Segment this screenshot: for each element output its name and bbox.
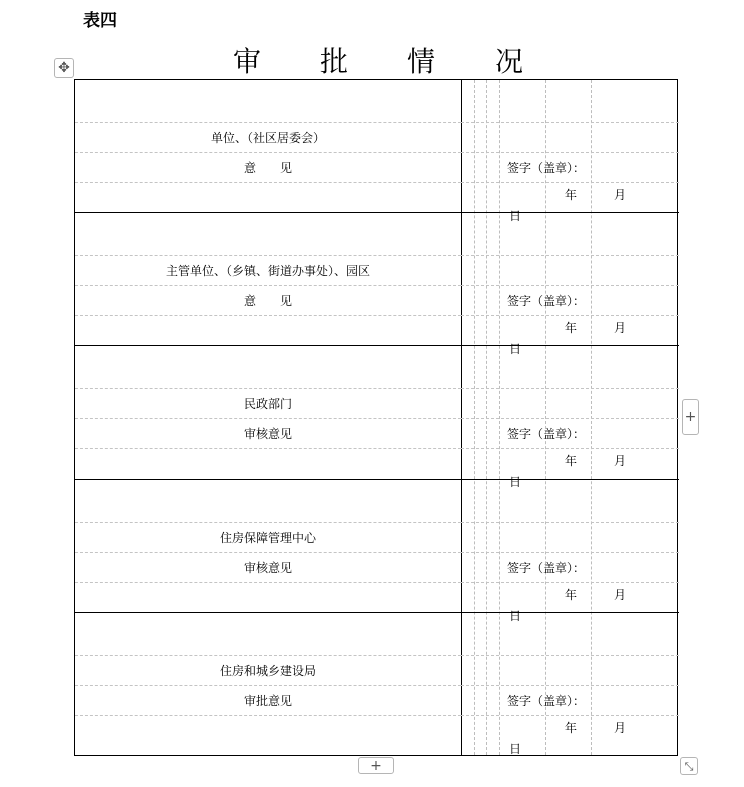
section-divider	[75, 479, 679, 480]
unit-name: 住房和城乡建设局	[219, 663, 316, 678]
row-line	[461, 448, 679, 449]
year-label: 年	[565, 188, 578, 202]
plus-icon: +	[684, 409, 697, 425]
row-line	[461, 715, 679, 716]
approval-table	[74, 79, 678, 756]
title-char: 审	[233, 45, 262, 78]
day-label: 日	[509, 342, 522, 357]
opinion-label: 审批意见	[243, 693, 292, 708]
title-char: 情	[407, 45, 436, 78]
opinion-label: 审核意见	[243, 560, 292, 575]
row-line	[75, 152, 461, 153]
row-line	[461, 418, 679, 419]
approval-section	[75, 346, 679, 490]
year-label: 年	[565, 321, 578, 336]
row-line	[75, 255, 461, 256]
unit-name: 主管单位、（乡镇、街道办事处）、园区	[165, 264, 370, 279]
move-table-icon[interactable]: ✥	[54, 58, 74, 78]
row-line	[75, 685, 461, 686]
row-line	[75, 522, 461, 523]
row-line	[75, 448, 461, 449]
resize-table-icon[interactable]: ⤡	[680, 757, 698, 775]
table-label: 表四	[83, 11, 117, 31]
row-line	[75, 315, 461, 316]
row-line	[461, 255, 679, 256]
page-title	[225, 40, 535, 76]
signature-label: 签字（盖章）：	[507, 427, 586, 442]
month-label: 月	[614, 188, 627, 202]
row-line	[461, 285, 679, 286]
row-line	[75, 715, 461, 716]
row-line	[461, 582, 679, 583]
year-label: 年	[565, 454, 578, 469]
month-label: 月	[614, 720, 627, 735]
row-line	[461, 152, 679, 153]
signature-label: 签字（盖章）：	[507, 294, 586, 309]
day-label: 日	[509, 475, 522, 490]
day-label: 日	[509, 608, 522, 623]
row-line	[461, 388, 679, 389]
plus-icon: +	[370, 758, 382, 774]
opinion-label: 意 见	[243, 161, 292, 175]
day-label: 日	[509, 741, 522, 756]
row-line	[75, 418, 461, 419]
row-line	[461, 522, 679, 523]
row-line	[75, 552, 461, 553]
signature-label: 签字（盖章）：	[507, 560, 586, 575]
signature-label: 签字（盖章）：	[507, 161, 586, 175]
month-label: 月	[614, 454, 627, 469]
unit-name: 住房保障管理中心	[219, 530, 316, 545]
approval-section	[75, 213, 679, 357]
row-line	[461, 655, 679, 656]
opinion-label: 审核意见	[243, 427, 292, 442]
row-line	[461, 685, 679, 686]
add-column-button[interactable]	[682, 399, 699, 435]
month-label: 月	[614, 321, 627, 336]
row-line	[461, 122, 679, 123]
unit-name: 民政部门	[243, 397, 292, 412]
row-line	[461, 315, 679, 316]
section-divider	[75, 345, 679, 346]
day-label: 日	[509, 209, 522, 223]
year-label: 年	[565, 720, 578, 735]
row-line	[75, 655, 461, 656]
section-divider	[75, 212, 679, 213]
row-line	[75, 285, 461, 286]
title-char: 批	[320, 45, 349, 78]
row-line	[461, 182, 679, 183]
approval-section	[75, 480, 679, 623]
approval-section	[75, 613, 679, 756]
row-line	[461, 552, 679, 553]
row-line	[75, 122, 461, 123]
title-char: 况	[495, 45, 524, 78]
month-label: 月	[614, 587, 627, 602]
add-row-button[interactable]	[358, 757, 394, 774]
signature-label: 签字（盖章）：	[507, 693, 586, 708]
row-line	[75, 582, 461, 583]
opinion-label: 意 见	[243, 294, 292, 309]
row-line	[75, 388, 461, 389]
section-divider	[75, 612, 679, 613]
year-label: 年	[565, 587, 578, 602]
row-line	[75, 182, 461, 183]
approval-section	[75, 80, 679, 223]
unit-name: 单位、（社区居委会）	[210, 131, 325, 145]
